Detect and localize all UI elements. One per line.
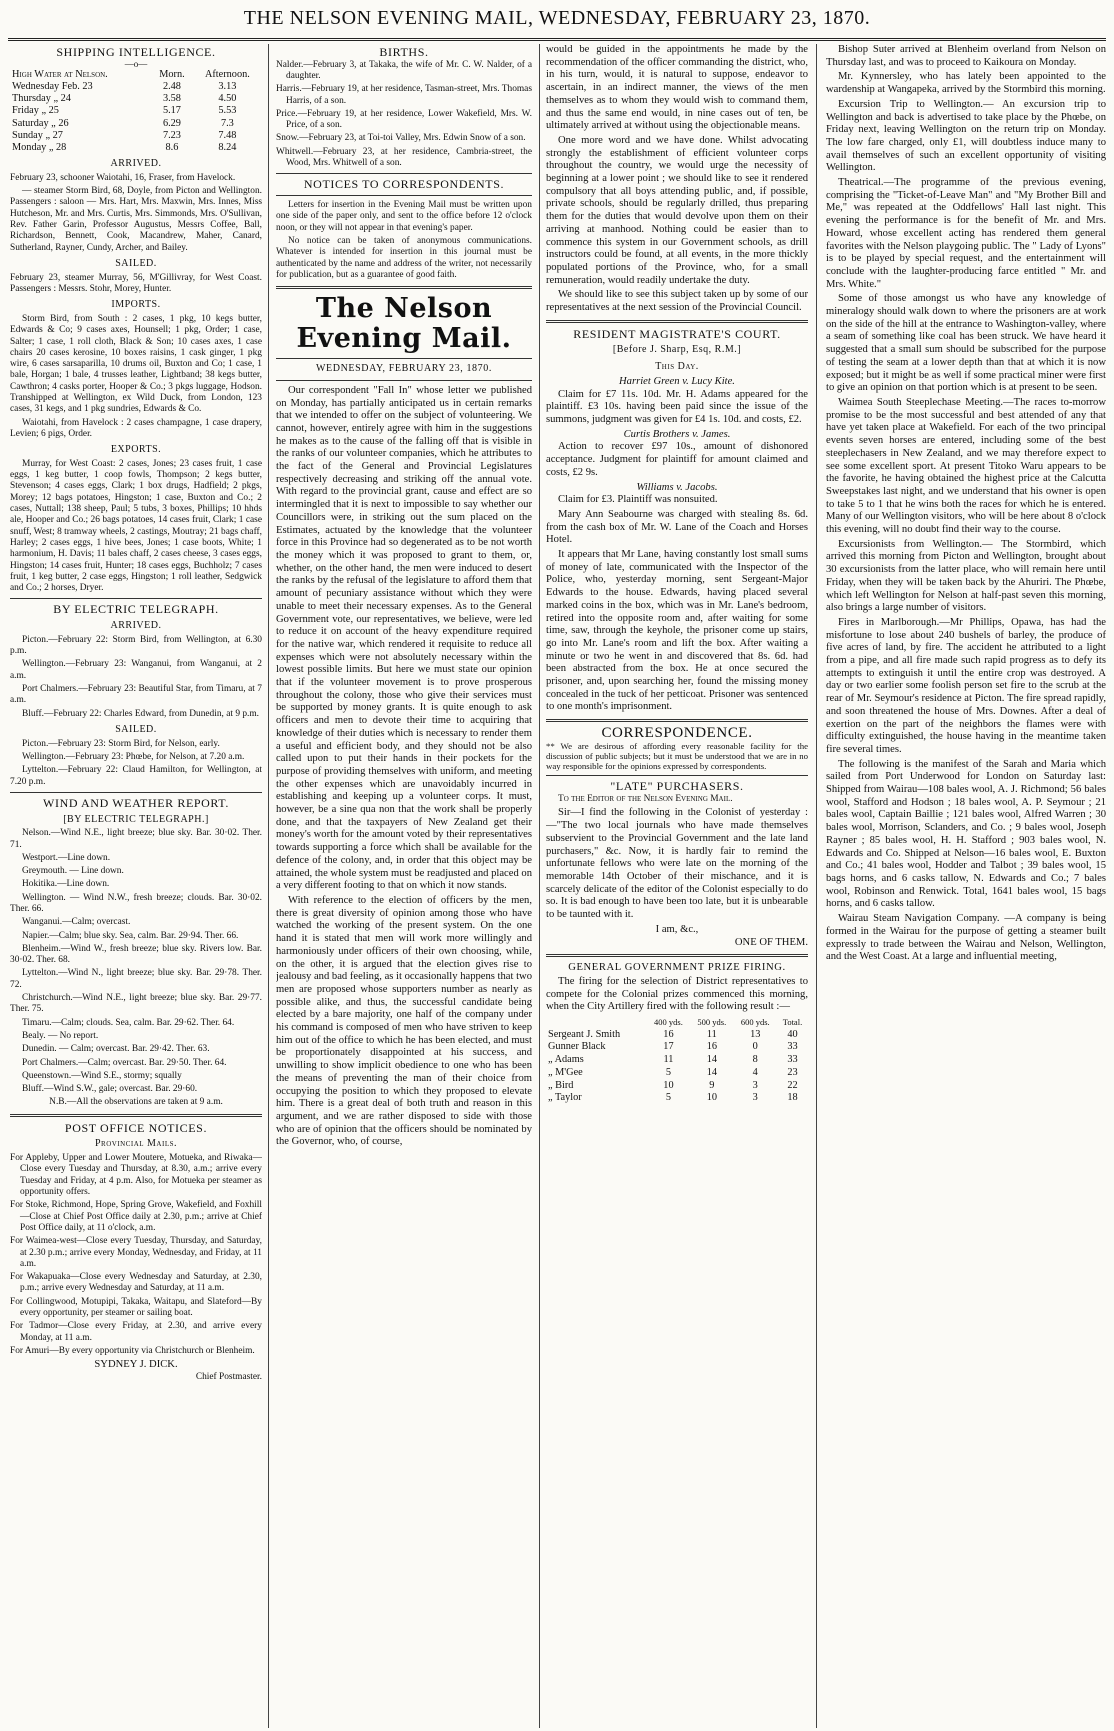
competitor-name: Sergeant J. Smith: [548, 1028, 621, 1040]
tide-day: Sunday „ 27: [12, 129, 63, 141]
case-title: Curtis Brothers v. James.: [623, 428, 731, 440]
mail-item: For Waimea-west—Close every Tuesday, Thursday, and Saturday, at 2.30 p.m.; arrive every Monday, Wednesday, and Friday, at 11 a.m.: [10, 1236, 262, 1269]
table-row: [546, 1054, 808, 1067]
weather-report: Timaru.—Calm; clouds. Sea, calm. Bar. 29·62. Ther. 64.: [22, 1017, 235, 1028]
prize-intro: The firing for the selection of District representatives to compete for the Colonial prizes commenced this morning, when the City Artillery fired with the following result :—: [546, 975, 808, 1013]
exports-heading: EXPORTS.: [110, 444, 162, 456]
news-paragraph: Wairau Steam Navigation Company. —A company is being formed in the Wairau for the purpose of getting a steamer built expressly to trade between the Wairau and Nelson, Wellington, and the West Coast. At a large and influential meeting,: [826, 913, 1106, 963]
tide-afternoon: 7.3: [220, 117, 234, 129]
score-cell: 0: [752, 1041, 758, 1053]
post-office-subheading: Provincial Mails.: [94, 1138, 177, 1150]
weather-report: Hokitika.—Line down.: [22, 879, 110, 890]
score-cell: 17: [663, 1041, 674, 1053]
table-row: [10, 130, 262, 142]
divider: —o—: [124, 58, 148, 69]
section-rule: [276, 195, 532, 196]
sailed-heading: SAILED.: [115, 257, 157, 269]
case-text: Mary Ann Seabourne was charged with stealing 8s. 6d. from the cash box of Mr. W. Lane of the Coach and Horses Hotel.: [546, 508, 808, 546]
notice-text: Letters for insertion in the Evening Mail must be written upon one side of the paper only, and sent to the office before 12 o'clock noon, or they will not appear in that evening's paper.: [276, 200, 532, 233]
editorial-paragraph: Our correspondent "Fall In" whose letter we published on Monday, has partially anticipated us in certain remarks that we intended to offer on the subject of volunteering. We cannot, however, entirely agree with him in the suggestions he makes as to the cause of the falling off that is visible in the ranks of our volunteer companies, which he attributes to the fact of the General and Provincial Legislatures respectively decreasing and striking off the annual vote. With regard to the provincial grant, cause and effect are so intermingled that it is next to impossible to say whether our Councillors were, in striking out the sum placed on the Estimates, actuated by the knowledge that the volunteer force in this Province had so degenerated as to be not worth the money which it was proposed to grant to them, or, whether, on the other hand, the men were induced to desert the ranks by the refusal of the legislature to afford them that amount of pecuniary assistance without which they were unable to meet their necessary expenses. As to the General Government vote, our representatives, we believe, were led to reduce it on account of the heavy expenditure required for the native war, which rendered it requisite to reduce all expenses which were not absolutely necessary within the lowest possible limits. But here we must state our opinion that if the volunteer movement is to prove prosperous throughout the colony, those who give their services must be supported by money grants. It is quite enough to ask officers and men to devote their time to acquiring that knowledge of their duties which is necessary to render them a useful and efficient body, and they should not be also called upon to put their hands in their pockets for the purpose of providing themselves with uniform, and meeting the other expenses which are unavoidably incurred in establishing and keeping up a volunteer corps. It must, however, be a sine qua non that the work shall be properly done, and that the taxpayers of New Zealand get their money's worth for the amount voted by their representatives towards supporting a force which shall be available for the defence of the colony, and, in order that this object may be attained, the whole system must be readjusted and placed on a very different footing to that on which it now stands.: [276, 384, 532, 892]
column-2: [276, 44, 532, 1724]
imports-text: Storm Bird, from South : 2 cases, 1 pkg, 10 kegs butter, Edwards & Co; 9 cases axes, Hounsell; 1 pkg, Order; 1 case, Salter; 1 case, 1 roll cloth, Black & Son; 10 cases axes, 1 case chairs 20 cases kerosine, 10 boxes raisins, 1 cask ginger, 1 pkg wire, 6 cases sarsaparilla, 10 drums oil, Buxton and Co; 1 case, 1 bale, Horgan; 1 bale, 4 trusses leather, Lightband; 38 kegs butter, Cawthron; 4 casks porter, Hooper & Co.; 3 pkgs luggage, Hodson. Transhipped at Wellington, ex Wild Duck, from London, 123 cases, 31 kegs, and 1 pkg sundries, Edwards & Co.: [10, 313, 262, 415]
table-row: [546, 1041, 808, 1054]
tide-day: Monday „ 28: [12, 141, 67, 153]
tide-afternoon: 8.24: [218, 141, 237, 153]
score-cell: 10: [706, 1092, 717, 1104]
news-paragraph: Excursionists from Wellington.— The Stormbird, which arrived this morning from Picton and Wellington, brought about 30 excursionists from the latter place, who will remain here until Friday, when they will be taken back by the Ahuriri. The Phœbe, which left Wellington for Nelson at half-past seven this morning, also brings a large number of visitors.: [826, 538, 1106, 614]
letter-body: Sir—I find the following in the Colonist of yesterday :—"The two local journals who have made themselves subservient to the Provincial Government and the late land purchasers," &c. Now, it is hardly fair to remind the unfortunate fellows who were late on the morning of the memorable 14th October of their mischance, and it is scarcely delicate of the editor of the Colonist especially to do so. It is bad enough to have been too late, but it is unbearable to be taunted with it.: [546, 807, 808, 921]
weather-report: Napier.—Calm; blue sky. Sea, calm. Bar. 29·94. Ther. 66.: [22, 930, 239, 941]
tide-header-row: [10, 69, 262, 81]
postmaster-signature: SYDNEY J. DICK.: [94, 1359, 178, 1371]
prize-column-header: 600 yds.: [740, 1017, 770, 1028]
score-cell: 16: [706, 1041, 717, 1053]
competitor-name: „ Bird: [548, 1079, 574, 1091]
section-rule: [10, 598, 262, 599]
tide-day: Saturday „ 26: [12, 117, 69, 129]
score-cell: 13: [750, 1028, 761, 1040]
notices-heading: NOTICES TO CORRESPONDENTS.: [303, 177, 505, 192]
tide-morn: 7.23: [162, 129, 181, 141]
tide-afternoon: 4.50: [218, 93, 237, 105]
telegraph-item: Wellington.—February 23: Phœbe, for Nelson, at 7.20 a.m.: [22, 751, 245, 762]
letter-title: "LATE" PURCHASERS.: [610, 779, 744, 794]
weather-report: Bluff.—Wind S.W., gale; overcast. Bar. 29·60.: [22, 1084, 198, 1095]
case-text: Claim for £3. Plaintiff was nonsuited.: [558, 494, 718, 506]
section-rule: [546, 719, 808, 722]
weather-report: Wanganui.—Calm; overcast.: [22, 917, 131, 928]
birth-notice: Price.—February 19, at her residence, Lower Wakefield, Mrs. W. Price, of a son.: [276, 108, 532, 131]
tide-day: Wednesday Feb. 23: [12, 80, 93, 92]
score-total: 18: [787, 1092, 798, 1104]
news-paragraph: Excursion Trip to Wellington.— An excursion trip to Wellington and back is advertised to take place by the Phœbe, on Friday next, leaving Wellington on the return trip on Monday. The low fare charged, only £1, will doubtless induce many to avail themselves of such an excellent opportunity of visiting Wellington.: [826, 98, 1106, 174]
birth-notice: Snow.—February 23, at Toi-toi Valley, Mrs. Edwin Snow of a son.: [276, 133, 526, 144]
telegraph-item: Lyttelton.—February 22: Claud Hamilton, for Wellington, at 7.20 p.m.: [10, 765, 262, 787]
mail-item: For Tadmor—Close every Friday, at 2.30, and arrive every Monday, at 11 a.m.: [10, 1321, 262, 1343]
weather-heading: WIND AND WEATHER REPORT.: [43, 795, 229, 810]
score-total: 40: [787, 1028, 798, 1040]
birth-notice: Whitwell.—February 23, at her residence, Cambria-street, the Wood, Mrs. Whitwell of a son.: [276, 146, 532, 169]
weather-report: Nelson.—Wind N.E., light breeze; blue sky. Bar. 30·02. Ther. 71.: [10, 828, 262, 850]
table-row: [10, 81, 262, 93]
dateline: WEDNESDAY, FEBRUARY 23, 1870.: [316, 363, 492, 375]
table-row: [546, 1092, 808, 1105]
mail-item: For Wakapuaka—Close every Wednesday and Saturday, at 2.30, p.m.; arrive every Wednesday and Saturday, at 11 a.m.: [10, 1272, 262, 1294]
weather-subheading: [BY ELECTRIC TELEGRAPH.]: [63, 813, 209, 825]
tide-afternoon: 3.13: [218, 80, 237, 92]
post-office-heading: POST OFFICE NOTICES.: [64, 1120, 208, 1135]
score-cell: 11: [663, 1054, 674, 1066]
news-paragraph: Waimea South Steeplechase Meeting.—The races to-morrow promise to be the most successful and best attended of any that have yet taken place at Wakefield. For each of the two principal events seven horses are entered, including some of the best steeplechasers in New Zealand, and we may therefore expect to see some excellent sport. At present Titoko Waru appears to be the favorite, he having obtained the highest price at the Calcutta Sweepstakes last night, and we understand that his owner is open to take 5 to 1 that he wins both the races for which he is entered. Many of our Wellington visitors, who will be here about 8 o'clock this evening, will no doubt find their way to the course.: [826, 396, 1106, 536]
section-rule: [276, 380, 532, 381]
section-rule: [276, 358, 532, 359]
court-before: [Before J. Sharp, Esq, R.M.]: [612, 344, 742, 356]
case-text: Action to recover £97 10s., amount of dishonored acceptance. Judgment for plaintiff for amount claimed and costs, £2 9s.: [546, 441, 808, 478]
weather-report: Dunedin. — Calm; overcast. Bar. 29·42. Ther. 63.: [22, 1044, 210, 1055]
mail-item: For Amuri—By every opportunity via Christchurch or Blenheim.: [10, 1345, 255, 1356]
arrival-item: February 23, schooner Waiotahi, 16, Fraser, from Havelock.: [10, 172, 236, 183]
section-rule: [546, 775, 808, 776]
imports-text: Waiotahi, from Havelock : 2 cases champagne, 1 case drapery, Levien; 6 pigs, Order.: [10, 417, 262, 439]
masthead-title: THE NELSON EVENING MAIL, WEDNESDAY, FEBRUARY 23, 1870.: [243, 7, 871, 29]
table-row: [10, 105, 262, 117]
column-3: [546, 44, 808, 1724]
case-text: It appears that Mr Lane, having constantly lost small sums of money of late, communicated with the Inspector of the Police, who, yesterday morning, sent Sergeant-Major Edwards to the house. Edwards, having placed several marked coins in the box, which was in Mr. Lane's bedroom, retired into the opposite room and, after waiting for some time, saw, through the keyhole, the prisoner come up stairs, go into Mr. Lane's room and lift the box. After waiting a minute or two he went in and discovered that 8s. 6d. had been abstracted from the box. He at once secured the prisoner, and, upon searching her, found the missing money concealed in the tuck of her petticoat. Prisoner was sentenced to one month's imprisonment.: [546, 549, 808, 713]
editorial-paragraph: would be guided in the appointments he made by the recommendation of the officer commanding the district, who, in his turn, would, it is natural to suppose, endeavor to ascertain, in an indirect manner, the views of the men themselves as to whom they would wish to command them, and thus the same end would, in nine cases out of ten, be ultimately arrived at without using the objectionable means.: [546, 44, 808, 132]
news-paragraph: Some of those amongst us who have any knowledge of mineralogy should walk down to where the prisoners are at work on the side of the hill at the entrance to Washington-valley, where a seam of something like coal has been struck. We have heard it suggested that a small sum should be subscribed for the purpose of testing the seam at a lower depth than that at which it is now exposed; but it might be as well if some practical miner were first to give an opinion on that portion which is at present to be seen.: [826, 293, 1106, 394]
score-cell: 3: [752, 1092, 758, 1104]
court-day: This Day.: [655, 361, 699, 373]
section-rule: [546, 954, 808, 957]
case-text: Claim for £7 11s. 10d. Mr. H. Adams appeared for the plaintiff. £3 10s. having been paid since the issue of the summons, judgment was given for £4 1s. 10d. and costs, £2.: [546, 388, 808, 425]
score-cell: 10: [663, 1079, 674, 1091]
letter-to: To the Editor of the Nelson Evening Mail.: [558, 794, 733, 805]
tide-afternoon: 7.48: [218, 129, 237, 141]
birth-notice: Harris.—February 19, at her residence, Tasman-street, Mrs. Thomas Harris, of a son.: [276, 84, 532, 106]
tide-afternoon: 5.53: [218, 105, 237, 117]
score-cell: 14: [706, 1066, 717, 1078]
table-row: [10, 118, 262, 130]
news-paragraph: Theatrical.—The programme of the previous evening, comprising the "Ticket-of-Leave Man" and "My Brother Bill and Me," was repeated at the Oddfellows' Hall last night. This evening the performance is for the benefit of Mr. and Mrs. Howard, whose excellent acting has rendered them general favorites with the Nelson playgoing public. The " Lady of Lyons" is to be played by special request, and the entertainment will conclude with the laughter-producing farce entitled " Mr. and Mrs. White.": [826, 177, 1106, 290]
column-1: [10, 44, 262, 1724]
tide-morn: 8.6: [165, 141, 179, 153]
weather-report: Bealy. — No report.: [22, 1030, 99, 1041]
tide-day: Thursday „ 24: [12, 93, 71, 105]
case-title: Harriet Green v. Lucy Kite.: [619, 375, 735, 387]
tide-morn: 5.17: [162, 105, 181, 117]
table-row: [546, 1029, 808, 1042]
shipping-heading: SHIPPING INTELLIGENCE.: [56, 45, 216, 59]
letter-closing: I am, &c.,: [655, 923, 699, 935]
tide-table: [10, 69, 262, 154]
score-cell: 11: [706, 1028, 717, 1040]
score-cell: 5: [665, 1066, 672, 1078]
table-row: [10, 142, 262, 154]
score-total: 23: [787, 1066, 798, 1078]
birth-notice: Nalder.—February 3, at Takaka, the wife of Mr. C. W. Nalder, of a daughter.: [276, 59, 532, 81]
section-rule: [10, 792, 262, 793]
editorial-paragraph: One more word and we have done. Whilst advocating strongly the establishment of efficient volunteer corps throughout the country, we would urge the necessity of beginning at a lower point ; we should like to see it rendered compulsory that all boys attending public, and, if possible, private schools, should be regularly drilled, thus preparing them for the duties that would devolve upon them on their arriving at manhood. Nothing could be easier than to commence this system in our Government schools, as drill instructors could be found, at all events, in the more thickly populated portions of the Province, who, for a small remuneration, would readily undertake the duty.: [546, 134, 808, 286]
news-paragraph: Bishop Suter arrived at Blenheim overland from Nelson on Thursday last, and was to proceed to Kaikoura on Monday.: [826, 44, 1106, 68]
competitor-name: „ M'Gee: [548, 1066, 583, 1078]
tide-morn: 2.48: [162, 80, 181, 92]
notice-text: No notice can be taken of anonymous communications. Whatever is intended for insertion in this journal must be authenticated by the name and address of the writer, not necessarily for publication, but as a guarantee of good faith.: [276, 235, 532, 280]
weather-report: Greymouth. — Line down.: [22, 866, 124, 877]
score-total: 33: [787, 1054, 798, 1066]
arrival-item: — steamer Storm Bird, 68, Doyle, from Picton and Wellington. Passengers : saloon — Mrs. Hart, Mrs. Maxwin, Mrs. Innes, Miss Hutcheson, Mr. and Mrs. Curtis, Mrs. Simmonds, Mrs. O'Sullivan, Rev. Father Garin, Professor Augustus, Messrs Coffee, Ball, Richardson, Bennett, Cook, Macandrew, Maher, Canard, Sutherland, Rayner, Cundy, Archer, and Bailey.: [10, 186, 262, 253]
telegraph-heading: BY ELECTRIC TELEGRAPH.: [53, 602, 219, 617]
section-rule: [276, 286, 532, 289]
score-total: 22: [787, 1079, 798, 1091]
arrived-heading: ARRIVED.: [110, 620, 162, 632]
exports-text: Murray, for West Coast: 2 cases, Jones; 23 cases fruit, 1 case eggs, 1 keg butter, 1 coop fowls, Thompson; 2 kegs butter, Stevenson; 4 cases eggs, Clark; 1 box drugs, Hadfield; 2 pkgs, Morey; 12 bags potatoes, Hingston; 1 case, Buxton and Co.; 2 cases, Nuttall; 138 sheep, Paul; 5 tubs, 3 boxes, Phillips; 10 hhds ale, Hooper and Co.; 26 bags potatoes, 14 cases fruit, Clark; 1 case snuff, West; 8 tramway wheels, 2 castings, Moutray; 21 bags chaff, Harley; 2 cases eggs, 1 hive bees, Jones; 1 case boots, White; 1 harmonium, H. Davis; 11 bales chaff, 2 cases cheese, 3 cases eggs, Hingston; 14 cases fruit, Hunter; 18 cases eggs, Buchholz; 7 cases fruit, 1 keg butter, 2 case eggs, Hingston; 1 roll leather, Sedgwick and Co.; 2 horses, Dryer.: [10, 458, 262, 594]
score-cell: 16: [663, 1028, 674, 1040]
mail-item: For Stoke, Richmond, Hope, Spring Grove, Wakefield, and Foxhill—Close at Chief Post Office daily at 2.30, p.m.; arrive at Chief Post Office daily, at 11 o'clock, a.m.: [10, 1200, 262, 1233]
letter-signature: ONE OF THEM.: [734, 936, 808, 948]
mail-item: For Appleby, Upper and Lower Moutere, Motueka, and Riwaka—Close every Tuesday and Thursday, at 8.30, a.m.; arrive every Tuesday and Friday, at 4 p.m. Also, for Motueka per steamer as opportunity offers.: [10, 1153, 262, 1198]
tide-header: High Water at Nelson.: [12, 68, 108, 80]
weather-report: Westport.—Line down.: [22, 852, 111, 863]
news-paragraph: Mr. Kynnersley, who has lately been appointed to the wardenship at Wangapeka, arrived by the Stormbird this morning.: [826, 71, 1106, 96]
tide-morn: 6.29: [162, 117, 181, 129]
score-cell: 8: [752, 1054, 758, 1066]
table-row: [546, 1067, 808, 1080]
score-cell: 4: [752, 1066, 758, 1078]
weather-report: Port Chalmers.—Calm; overcast. Bar. 29·50. Ther. 64.: [22, 1057, 227, 1068]
weather-note: N.B.—All the observations are taken at 9 a.m.: [49, 1097, 223, 1108]
prize-heading: GENERAL GOVERNMENT PRIZE FIRING.: [568, 962, 786, 974]
weather-report: Lyttelton.—Wind N., light breeze; blue sky. Bar. 29·78. Ther. 72.: [10, 968, 262, 990]
tide-morn: 3.58: [162, 93, 181, 105]
telegraph-item: Picton.—February 22: Storm Bird, from Wellington, at 6.30 p.m.: [10, 634, 262, 657]
weather-report: Queenstown.—Wind S.E., stormy; squally: [22, 1070, 182, 1081]
column-rule: [268, 44, 269, 1728]
arrived-heading: ARRIVED.: [110, 158, 162, 170]
correspondence-heading: CORRESPONDENCE.: [601, 725, 753, 742]
score-cell: 9: [709, 1079, 715, 1091]
sailed-item: February 23, steamer Murray, 56, M'Gillivray, for West Coast. Passengers : Messrs. Stohr, Morey, Hunter.: [10, 272, 262, 294]
sailed-heading: SAILED.: [115, 723, 157, 735]
births-heading: BIRTHS.: [379, 45, 429, 59]
table-row: [546, 1080, 808, 1093]
tide-header: Afternoon.: [204, 68, 250, 80]
score-cell: 3: [752, 1079, 758, 1091]
competitor-name: Gunner Black: [548, 1041, 606, 1053]
score-total: 33: [787, 1041, 798, 1053]
news-paragraph: The following is the manifest of the Sarah and Maria which sailed from Port Underwood for London on Saturday last: Shipped from Wairau—108 bales wool, A. J. Richmond; 56 bales wool, Stafford and Hodson ; 18 bales wool, A. P. Seymour ; 21 bales wool, Captain Baillie ; 121 bales wool, Alfred Warren ; 30 bales wool, Morrison, Sclanders, and Co. ; 9 bales wool, Joseph Rayner ; 85 bales wool, H. H. Stafford ; 903 bales wool, N. Edwards and Co. Shipped at Nelson—16 bales wool, E. Buxton and Co.; 41 bales wool, Hodder and Talbot ; 39 bales wool, 15 bags horns, and 6 casks tallow, N. Edwards and Co.; 7 bales wool, Robinson and Renwick. Total, 1641 bales wool, 15 bags horns, and 6 casks tallow.: [826, 758, 1106, 910]
telegraph-item: Picton.—February 23: Storm Bird, for Nelson, early.: [22, 738, 220, 749]
competitor-name: „ Adams: [548, 1054, 584, 1066]
news-paragraph: Fires in Marlborough.—Mr Phillips, Opawa, has had the misfortune to lose about 240 bushels of barley, the produce of five acres of land, by fire. The accident he attributed to a light from a pipe, and all fire made such rapid progress as to defy its attempts to extinguish it until the entire crop was destroyed. A day or two earlier some foolish person set fire to the scrub at the rear of Mr. Seymour's residence at Picton. The fire spread rapidly, and soon threatened the house of Mrs. Downes. After a deal of exertion on the part of the neighbors the flames were with difficulty extinguished, the house having in the meantime taken fire several times.: [826, 616, 1106, 755]
postmaster-title: Chief Postmaster.: [195, 1371, 262, 1382]
tide-header: Morn.: [159, 68, 185, 80]
imports-heading: IMPORTS.: [111, 299, 161, 311]
mail-item: For Collingwood, Motupipi, Takaka, Waitapu, and Slateford—By every opportunity, per steamer or sailing boat.: [10, 1296, 262, 1319]
court-heading: RESIDENT MAGISTRATE'S COURT.: [573, 326, 781, 341]
table-row: [10, 93, 262, 105]
prize-column-header: [546, 1016, 647, 1029]
prize-header-row: [546, 1016, 808, 1029]
prize-table: [546, 1016, 808, 1105]
weather-report: Blenheim.—Wind W., fresh breeze; blue sky. Rivers low. Bar. 30·02. Ther. 68.: [10, 943, 262, 966]
case-title: Williams v. Jacobs.: [636, 481, 718, 493]
column-rule: [816, 44, 817, 1728]
prize-column-header: Total.: [782, 1017, 803, 1028]
prize-column-header: 500 yds.: [697, 1017, 727, 1028]
masthead-rule: [8, 38, 1106, 41]
score-cell: 5: [665, 1092, 672, 1104]
column-4: [826, 44, 1106, 1724]
prize-column-header: 400 yds.: [654, 1017, 683, 1028]
competitor-name: „ Taylor: [548, 1092, 582, 1104]
telegraph-item: Wellington.—February 23: Wanganui, from Wanganui, at 2 a.m.: [10, 659, 262, 681]
correspondence-disclaimer: ** We are desirous of affording every reasonable facility for the discussion of public subjects; but it must be understood that we are in no way responsible for the opinions expressed by correspondents.: [546, 740, 808, 772]
editorial-paragraph: We should like to see this subject taken up by some of our representatives at the next session of the Provincial Council.: [546, 289, 808, 314]
editorial-paragraph: With reference to the election of officers by the men, there is great diversity of opinion among those who have watched the working of the present system. On the one hand it is stated that men will work more willingly and harmoniously under officers of their own choosing, while, on the other, it is argued that the election gives rise to jealousy and bad feeling, as it occasionally happens that two men are proposed whose supporters number as nearly as possible alike, and thus, the successful candidate being elected by a bare majority, one half of the company under his command is composed of men who have striven to keep him out of the office to which he has been elected, and must be proportionately disappointed at his success, and unwilling to show implicit obedience to one who has been the means of preventing the man of their choice from occupying the position to which they proposed to elevate him. There is a great deal of both truth and reason in this argument, and we are rather disposed to side with those who are of opinion that the officers should be nominated by the Governor, who, of course,: [276, 894, 532, 1148]
telegraph-item: Bluff.—February 22: Charles Edward, from Dunedin, at 9 p.m.: [22, 708, 260, 719]
section-rule: [276, 173, 532, 174]
telegraph-item: Port Chalmers.—February 23: Beautiful Star, from Timaru, at 7 a.m.: [10, 684, 262, 706]
weather-report: Christchurch.—Wind N.E., light breeze; blue sky. Bar. 29·77. Ther. 75.: [10, 993, 262, 1015]
paper-title: The Nelson Evening Mail.: [296, 293, 512, 355]
tide-day: Friday „ 25: [12, 105, 59, 117]
column-rule: [539, 44, 540, 1728]
section-rule: [10, 1114, 262, 1117]
score-cell: 14: [706, 1054, 717, 1066]
weather-report: Wellington. — Wind N.W., fresh breeze; clouds. Bar. 30·02. Ther. 66.: [10, 892, 262, 914]
section-rule: [546, 320, 808, 323]
